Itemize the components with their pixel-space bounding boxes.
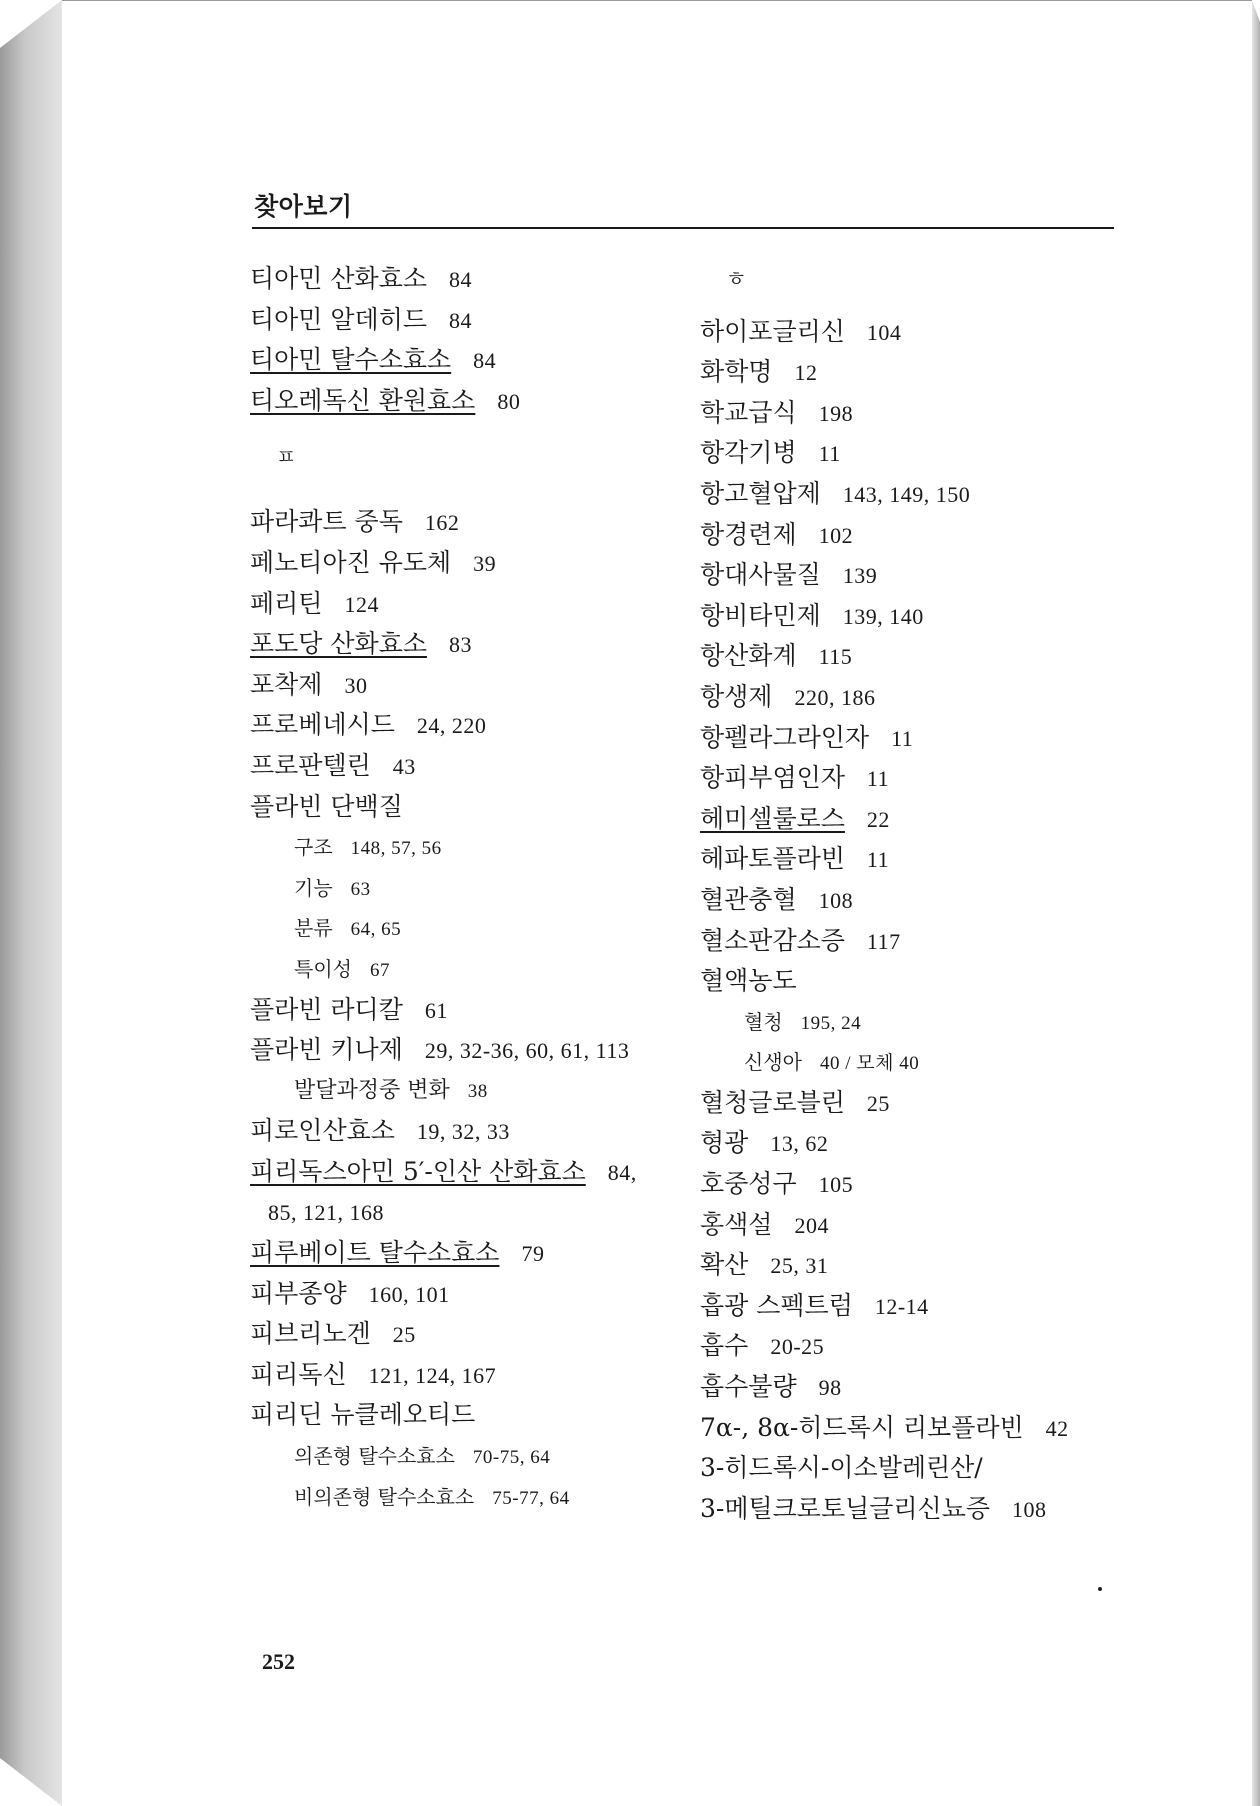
index-page-refs: 13, 62 bbox=[770, 1131, 829, 1157]
index-page-refs: 162 bbox=[424, 510, 460, 536]
index-term: 확산 bbox=[700, 1250, 749, 1280]
index-entry bbox=[700, 474, 1160, 515]
index-term: 항비타민제 bbox=[700, 600, 821, 630]
index-term: 혈소판감소증 bbox=[700, 925, 845, 955]
index-term: 의존형 탈수소효소 bbox=[294, 1444, 455, 1469]
index-entry-continuation bbox=[250, 1192, 720, 1233]
index-entry bbox=[700, 636, 1160, 677]
index-column-right bbox=[700, 259, 1160, 1529]
index-entry bbox=[250, 705, 720, 746]
index-entry bbox=[700, 555, 1160, 596]
index-page-refs: 79 bbox=[521, 1241, 545, 1267]
index-entry bbox=[700, 596, 1160, 637]
index-page-refs: 148, 57, 56 bbox=[350, 838, 442, 860]
index-term: 신생아 bbox=[744, 1050, 802, 1075]
index-term: 페리틴 bbox=[250, 588, 323, 618]
index-term: 파라콰트 중독 bbox=[250, 507, 403, 537]
index-page-refs: 104 bbox=[866, 319, 902, 345]
index-term: 피부종양 bbox=[250, 1278, 347, 1308]
index-entry bbox=[700, 961, 1160, 1002]
index-entry bbox=[700, 677, 1160, 718]
index-term: 프로판텔린 bbox=[250, 750, 371, 780]
index-term: 포착제 bbox=[250, 669, 323, 699]
index-entry bbox=[250, 1111, 720, 1152]
index-entry bbox=[700, 1245, 1160, 1286]
spine-top-corner bbox=[0, 0, 62, 48]
index-entry bbox=[250, 1314, 720, 1355]
index-page-refs: 108 bbox=[818, 887, 854, 913]
index-entry bbox=[700, 1448, 1160, 1489]
index-section-letter bbox=[250, 427, 720, 488]
index-entry bbox=[250, 787, 720, 828]
index-term: 플라빈 키나제 bbox=[250, 1035, 403, 1065]
index-term: 혈액농도 bbox=[700, 966, 797, 996]
index-page-refs: 12 bbox=[794, 360, 818, 386]
index-page-refs: 42 bbox=[1045, 1415, 1069, 1441]
index-entry bbox=[700, 880, 1160, 921]
index-term: 티아민 탈수소효소 bbox=[250, 345, 452, 375]
index-subentry bbox=[700, 1042, 1160, 1083]
index-term: 흡수 bbox=[700, 1331, 749, 1361]
index-entry bbox=[700, 1326, 1160, 1367]
index-term: 포도당 산화효소 bbox=[250, 629, 427, 659]
index-entry bbox=[250, 259, 720, 300]
index-entry bbox=[250, 502, 720, 543]
index-term: 피리독신 bbox=[250, 1359, 347, 1389]
index-subentry bbox=[250, 908, 720, 949]
index-term: 항대사물질 bbox=[700, 560, 821, 590]
page-edge-shadow bbox=[1252, 0, 1260, 1806]
index-page-refs: 75-77, 64 bbox=[492, 1487, 570, 1509]
index-term: 화학명 bbox=[700, 357, 773, 387]
index-term: 헤파토플라빈 bbox=[700, 844, 845, 874]
index-page-refs: 83 bbox=[449, 632, 472, 658]
index-term: 3-메틸크로토닐글리신뇨증 bbox=[700, 1493, 991, 1523]
index-entry bbox=[700, 1164, 1160, 1205]
index-page-refs: 67 bbox=[369, 959, 390, 981]
index-term: 비의존형 탈수소효소 bbox=[294, 1484, 475, 1509]
index-page-refs: 29, 32-36, 60, 61, 113 bbox=[424, 1038, 630, 1064]
index-page-refs: 25, 31 bbox=[770, 1253, 829, 1279]
index-entry bbox=[250, 300, 720, 341]
page-number: 252 bbox=[262, 1649, 295, 1674]
index-term: 하이포글리신 bbox=[700, 316, 845, 346]
index-term: 피리딘 뉴클레오티드 bbox=[250, 1400, 476, 1430]
index-term: 항생제 bbox=[700, 681, 773, 711]
index-page-refs: 19, 32, 33 bbox=[416, 1119, 510, 1145]
index-term: 항경련제 bbox=[700, 519, 797, 549]
index-subentry bbox=[250, 868, 720, 909]
index-entry bbox=[700, 433, 1160, 474]
index-term: 항고혈압제 bbox=[700, 478, 821, 508]
index-page-refs: 84 bbox=[473, 348, 497, 374]
index-entry bbox=[700, 718, 1160, 759]
index-page-refs: 139, 140 bbox=[842, 603, 924, 629]
index-page-refs: 12-14 bbox=[874, 1293, 929, 1319]
header-rule bbox=[252, 227, 1114, 229]
index-page-refs: 70-75, 64 bbox=[472, 1447, 551, 1469]
index-term: 기능 bbox=[294, 875, 333, 900]
index-page-refs: 43 bbox=[392, 753, 416, 779]
index-term: 흡수불량 bbox=[700, 1372, 797, 1402]
index-entry bbox=[700, 1367, 1160, 1408]
index-page-refs: 64, 65 bbox=[350, 919, 402, 941]
index-entry bbox=[700, 1083, 1160, 1124]
index-term: 티아민 알데히드 bbox=[250, 304, 427, 334]
index-entry bbox=[700, 352, 1160, 393]
index-term: 티아민 산화효소 bbox=[250, 264, 427, 293]
index-page-refs: 139 bbox=[842, 563, 878, 589]
index-term: 혈관충혈 bbox=[700, 884, 797, 914]
page-edge-corner bbox=[1252, 0, 1260, 22]
index-entry bbox=[700, 393, 1160, 434]
index-term: 플라빈 라디칼 bbox=[250, 994, 403, 1024]
index-page-refs: 22 bbox=[866, 806, 890, 832]
index-subentry bbox=[250, 1071, 720, 1112]
book-spine bbox=[0, 0, 62, 1806]
index-page-refs: 40 / 모체 40 bbox=[819, 1053, 920, 1075]
index-entry bbox=[250, 1233, 720, 1274]
index-entry bbox=[700, 1205, 1160, 1246]
index-page-refs: 105 bbox=[818, 1172, 854, 1198]
index-section-letter bbox=[700, 259, 1160, 300]
index-term: ㅎ bbox=[726, 267, 747, 291]
index-page-refs: 80 bbox=[497, 388, 521, 414]
index-page-refs: 25 bbox=[866, 1090, 890, 1116]
index-entry bbox=[700, 1408, 1160, 1449]
running-header: 찾아보기 bbox=[254, 192, 353, 221]
index-page-refs: 38 bbox=[467, 1080, 488, 1102]
index-entry bbox=[250, 1030, 720, 1071]
index-term: 발달과정중 변화 bbox=[294, 1077, 450, 1103]
index-term: 홍색설 bbox=[700, 1209, 773, 1239]
index-entry bbox=[250, 746, 720, 787]
index-term: 구조 bbox=[294, 835, 333, 860]
index-term: 혈청글로블린 bbox=[700, 1087, 845, 1117]
index-page-refs: 108 bbox=[1012, 1496, 1047, 1522]
index-entry bbox=[700, 515, 1160, 556]
index-page-refs: 198 bbox=[818, 400, 854, 426]
index-page-refs: 24, 220 bbox=[416, 713, 487, 739]
index-term: 흡광 스펙트럼 bbox=[700, 1290, 853, 1320]
index-page-refs: 11 bbox=[818, 441, 841, 467]
index-entry bbox=[700, 312, 1160, 353]
index-entry bbox=[700, 921, 1160, 962]
index-term: 7α-, 8α-히드록시 리보플라빈 bbox=[700, 1412, 1024, 1442]
index-page-refs: 61 bbox=[424, 997, 448, 1023]
index-page-refs: 11 bbox=[866, 847, 890, 873]
index-page-refs: 84 bbox=[449, 267, 472, 292]
index-term: 피리독스아민 5′-인산 산화효소 bbox=[250, 1156, 586, 1186]
index-page-refs: 195, 24 bbox=[800, 1012, 862, 1034]
index-term: 특이성 bbox=[294, 956, 352, 981]
index-entry bbox=[250, 1152, 720, 1193]
index-entry bbox=[700, 1286, 1160, 1327]
index-term: 3-히드록시-이소발레린산/ bbox=[700, 1453, 983, 1483]
index-column-left bbox=[250, 259, 720, 1517]
index-term: 피브리노겐 bbox=[250, 1319, 371, 1349]
index-page-refs: 98 bbox=[818, 1375, 842, 1401]
index-term: 항펠라그라인자 bbox=[700, 722, 870, 752]
index-page-refs: 25 bbox=[392, 1322, 416, 1348]
index-term: 피로인산효소 bbox=[250, 1116, 395, 1146]
index-term: 형광 bbox=[700, 1128, 749, 1158]
index-page-refs: 117 bbox=[866, 928, 901, 954]
index-page-refs: 85, 121, 168 bbox=[268, 1200, 384, 1226]
index-subentry bbox=[250, 1436, 720, 1477]
index-page-refs: 124 bbox=[344, 591, 379, 617]
index-term: 항피부염인자 bbox=[700, 763, 845, 793]
index-subentry bbox=[250, 827, 720, 868]
index-entry bbox=[250, 665, 720, 706]
index-page-refs: 102 bbox=[818, 522, 854, 548]
index-page-refs: 220, 186 bbox=[794, 684, 876, 710]
index-page-refs: 11 bbox=[891, 725, 914, 751]
index-entry bbox=[700, 758, 1160, 799]
index-entry bbox=[250, 584, 720, 625]
index-entry bbox=[250, 1274, 720, 1315]
index-entry bbox=[250, 624, 720, 665]
index-term: 헤미셀룰로스 bbox=[700, 803, 845, 833]
spine-bottom-corner bbox=[0, 1758, 62, 1806]
index-page-refs: 30 bbox=[344, 672, 368, 698]
index-subentry bbox=[700, 1002, 1160, 1043]
index-term: 분류 bbox=[294, 916, 333, 941]
index-term: 피루베이트 탈수소효소 bbox=[250, 1238, 500, 1268]
index-page-refs: 84 bbox=[449, 307, 472, 333]
index-entry bbox=[250, 543, 720, 584]
index-entry bbox=[250, 381, 720, 422]
index-page-refs: 115 bbox=[818, 644, 853, 670]
index-term: 호중성구 bbox=[700, 1169, 797, 1199]
index-entry bbox=[700, 1489, 1160, 1530]
index-subentry bbox=[250, 1477, 720, 1518]
index-page-refs: 84, bbox=[607, 1159, 637, 1185]
index-page-refs: 160, 101 bbox=[368, 1281, 450, 1307]
index-term: 항각기병 bbox=[700, 438, 797, 468]
index-page bbox=[62, 0, 1252, 1806]
index-page-refs: 11 bbox=[866, 766, 890, 792]
index-entry bbox=[250, 1355, 720, 1396]
index-entry bbox=[700, 799, 1160, 840]
index-term: 항산화계 bbox=[700, 641, 797, 671]
index-page-refs: 204 bbox=[794, 1212, 829, 1238]
index-term: 학교급식 bbox=[700, 397, 797, 427]
index-term: 플라빈 단백질 bbox=[250, 791, 403, 821]
index-term: 혈청 bbox=[744, 1009, 783, 1034]
index-term: 페노티아진 유도체 bbox=[250, 547, 452, 577]
scan-speck bbox=[1098, 1587, 1102, 1591]
index-entry bbox=[700, 839, 1160, 880]
index-entry bbox=[250, 990, 720, 1031]
index-entry bbox=[700, 1123, 1160, 1164]
index-term: 프로베네시드 bbox=[250, 710, 395, 740]
index-entry bbox=[250, 340, 720, 381]
index-page-refs: 63 bbox=[350, 878, 371, 900]
index-term: 티오레독신 환원효소 bbox=[250, 385, 476, 415]
index-page-refs: 121, 124, 167 bbox=[368, 1362, 497, 1388]
index-page-refs: 143, 149, 150 bbox=[842, 481, 971, 507]
index-entry bbox=[250, 1395, 720, 1436]
index-page-refs: 20-25 bbox=[770, 1334, 825, 1360]
index-term: ㅍ bbox=[276, 445, 297, 470]
index-page-refs: 39 bbox=[473, 550, 497, 576]
index-subentry bbox=[250, 949, 720, 990]
